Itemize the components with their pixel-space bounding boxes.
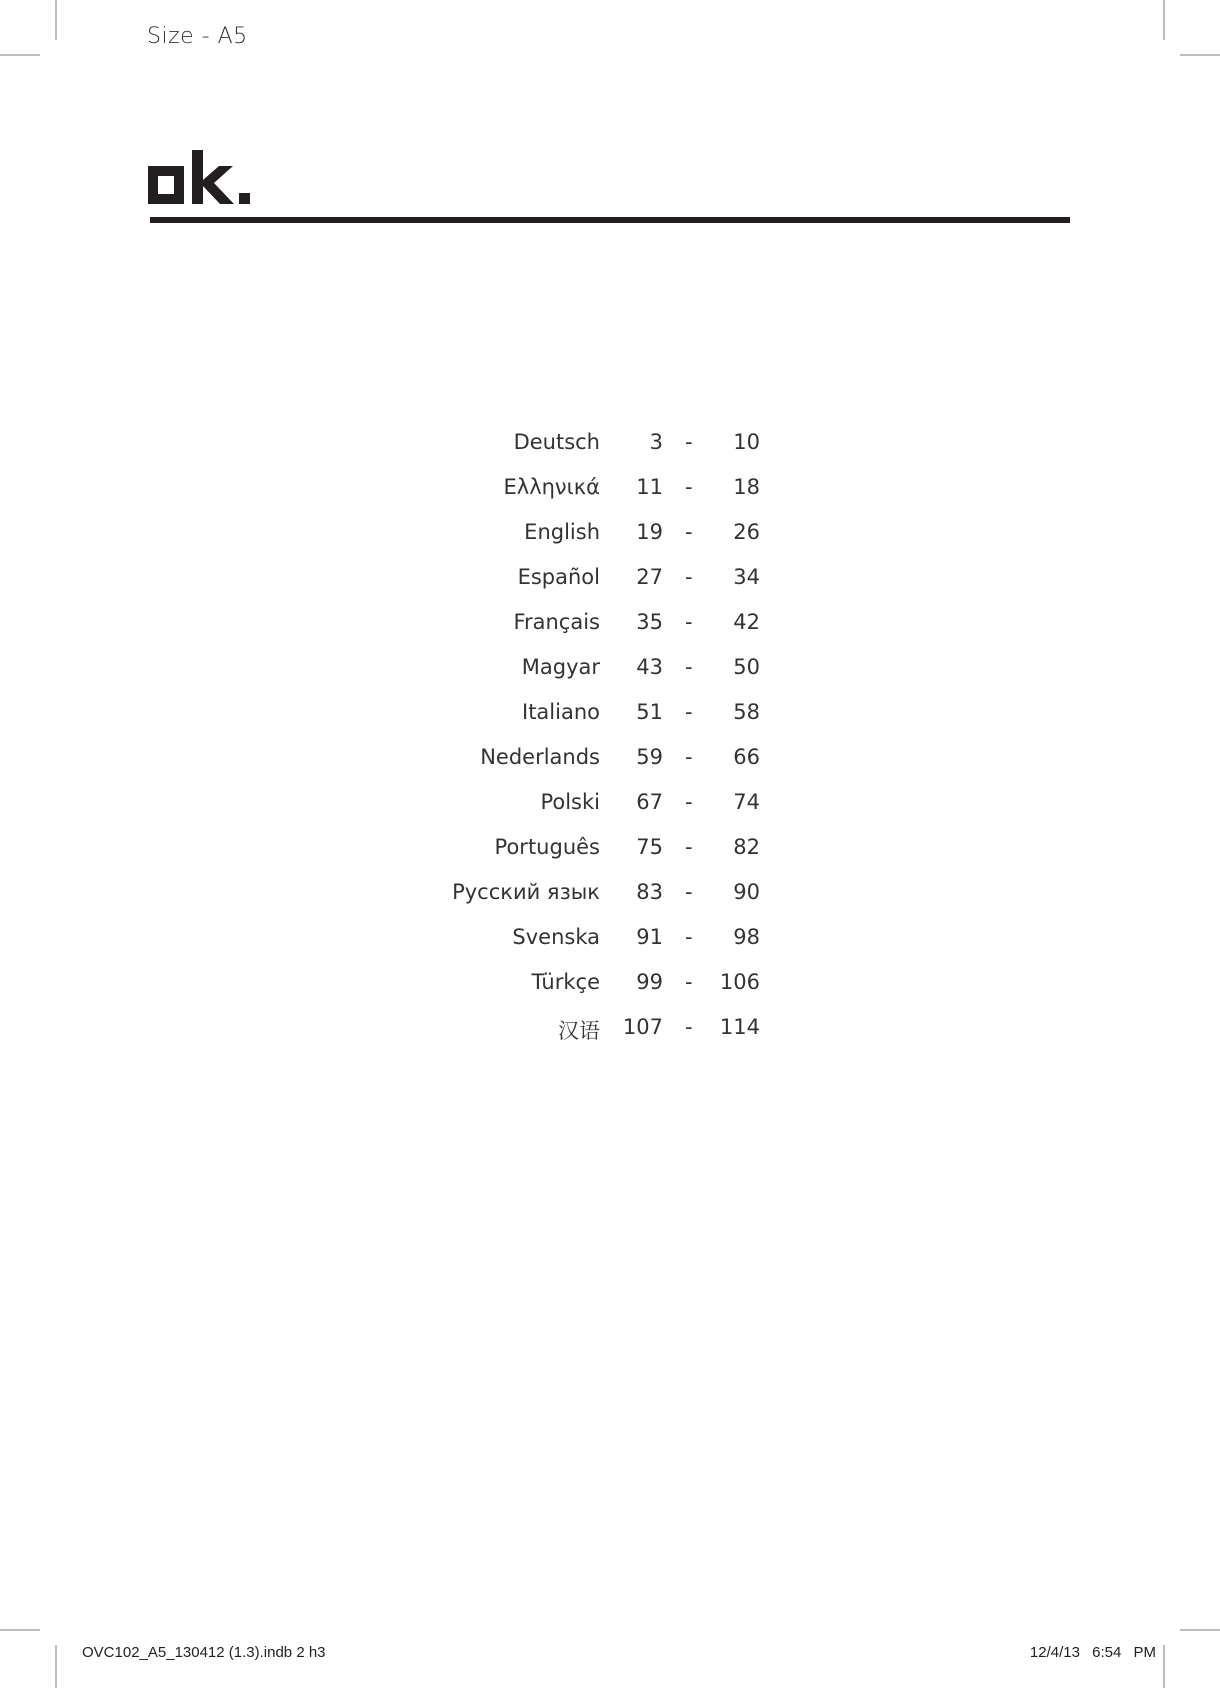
toc-end-page: 74 <box>733 790 760 814</box>
toc-row-russian <box>400 874 800 914</box>
toc-row-deutsch <box>400 424 800 464</box>
toc-language: Italiano <box>522 700 600 724</box>
toc-end-page: 34 <box>733 565 760 589</box>
toc-end-page: 10 <box>733 430 760 454</box>
toc-language: Ελληνικά <box>503 475 600 499</box>
toc-language: Português <box>494 835 600 859</box>
toc-end-page: 50 <box>733 655 760 679</box>
toc-start-page: 43 <box>636 655 663 679</box>
toc-separator: - <box>685 925 693 949</box>
toc-row-portugues <box>400 829 800 869</box>
header-rule <box>150 217 1070 223</box>
toc-row-polski <box>400 784 800 824</box>
toc-start-page: 83 <box>636 880 663 904</box>
toc-separator: - <box>685 835 693 859</box>
toc-language: Türkçe <box>531 970 600 994</box>
crop-mark <box>1163 1645 1165 1688</box>
toc-start-page: 35 <box>636 610 663 634</box>
toc-separator: - <box>685 745 693 769</box>
toc-row-svenska <box>400 919 800 959</box>
toc-row-nederlands <box>400 739 800 779</box>
toc-separator: - <box>685 430 693 454</box>
toc-row-francais <box>400 604 800 644</box>
toc-language: 汉语 <box>558 1019 600 1043</box>
toc-separator: - <box>685 700 693 724</box>
crop-mark <box>55 1645 57 1688</box>
toc-row-english <box>400 514 800 554</box>
toc-start-page: 19 <box>636 520 663 544</box>
toc-start-page: 3 <box>649 430 663 454</box>
crop-mark <box>1180 54 1220 56</box>
crop-mark <box>0 1629 40 1631</box>
footer-file-info: OVC102_A5_130412 (1.3).indb 2 h3 <box>82 1644 326 1661</box>
toc-start-page: 107 <box>622 1015 663 1039</box>
ok-logo <box>148 150 258 210</box>
toc-end-page: 106 <box>719 970 760 994</box>
toc-language: Español <box>517 565 600 589</box>
toc-language: Deutsch <box>513 430 600 454</box>
toc-end-page: 90 <box>733 880 760 904</box>
toc-separator: - <box>685 610 693 634</box>
toc-start-page: 59 <box>636 745 663 769</box>
toc-separator: - <box>685 520 693 544</box>
toc-row-italiano <box>400 694 800 734</box>
crop-mark <box>0 54 40 56</box>
toc-end-page: 18 <box>733 475 760 499</box>
toc-language: Magyar <box>521 655 600 679</box>
toc-language: Nederlands <box>480 745 600 769</box>
toc-row-magyar <box>400 649 800 689</box>
toc-end-page: 58 <box>733 700 760 724</box>
toc-end-page: 98 <box>733 925 760 949</box>
toc-separator: - <box>685 880 693 904</box>
crop-mark <box>1180 1629 1220 1631</box>
toc-end-page: 26 <box>733 520 760 544</box>
toc-start-page: 75 <box>636 835 663 859</box>
toc-separator: - <box>685 790 693 814</box>
toc-start-page: 99 <box>636 970 663 994</box>
toc-start-page: 67 <box>636 790 663 814</box>
footer-timestamp: 12/4/13 6:54 PM <box>1029 1644 1156 1661</box>
toc-language: Français <box>513 610 600 634</box>
toc-start-page: 91 <box>636 925 663 949</box>
toc-row-turkce <box>400 964 800 1004</box>
toc-separator: - <box>685 655 693 679</box>
toc-end-page: 42 <box>733 610 760 634</box>
toc-language: Svenska <box>512 925 600 949</box>
toc-separator: - <box>685 565 693 589</box>
toc-separator: - <box>685 970 693 994</box>
toc-row-chinese <box>400 1009 800 1049</box>
toc-language: Русский язык <box>452 880 600 904</box>
toc-separator: - <box>685 1015 693 1039</box>
toc-language: Polski <box>540 790 600 814</box>
toc-end-page: 82 <box>733 835 760 859</box>
toc-separator: - <box>685 475 693 499</box>
crop-mark <box>55 0 57 40</box>
toc-language: English <box>524 520 600 544</box>
toc-row-espanol <box>400 559 800 599</box>
crop-mark <box>1163 0 1165 40</box>
toc-row-greek <box>400 469 800 509</box>
toc-end-page: 114 <box>719 1015 760 1039</box>
toc-start-page: 27 <box>636 565 663 589</box>
toc-start-page: 51 <box>636 700 663 724</box>
size-label: Size - A5 <box>147 24 248 49</box>
toc-start-page: 11 <box>636 475 663 499</box>
toc-end-page: 66 <box>733 745 760 769</box>
